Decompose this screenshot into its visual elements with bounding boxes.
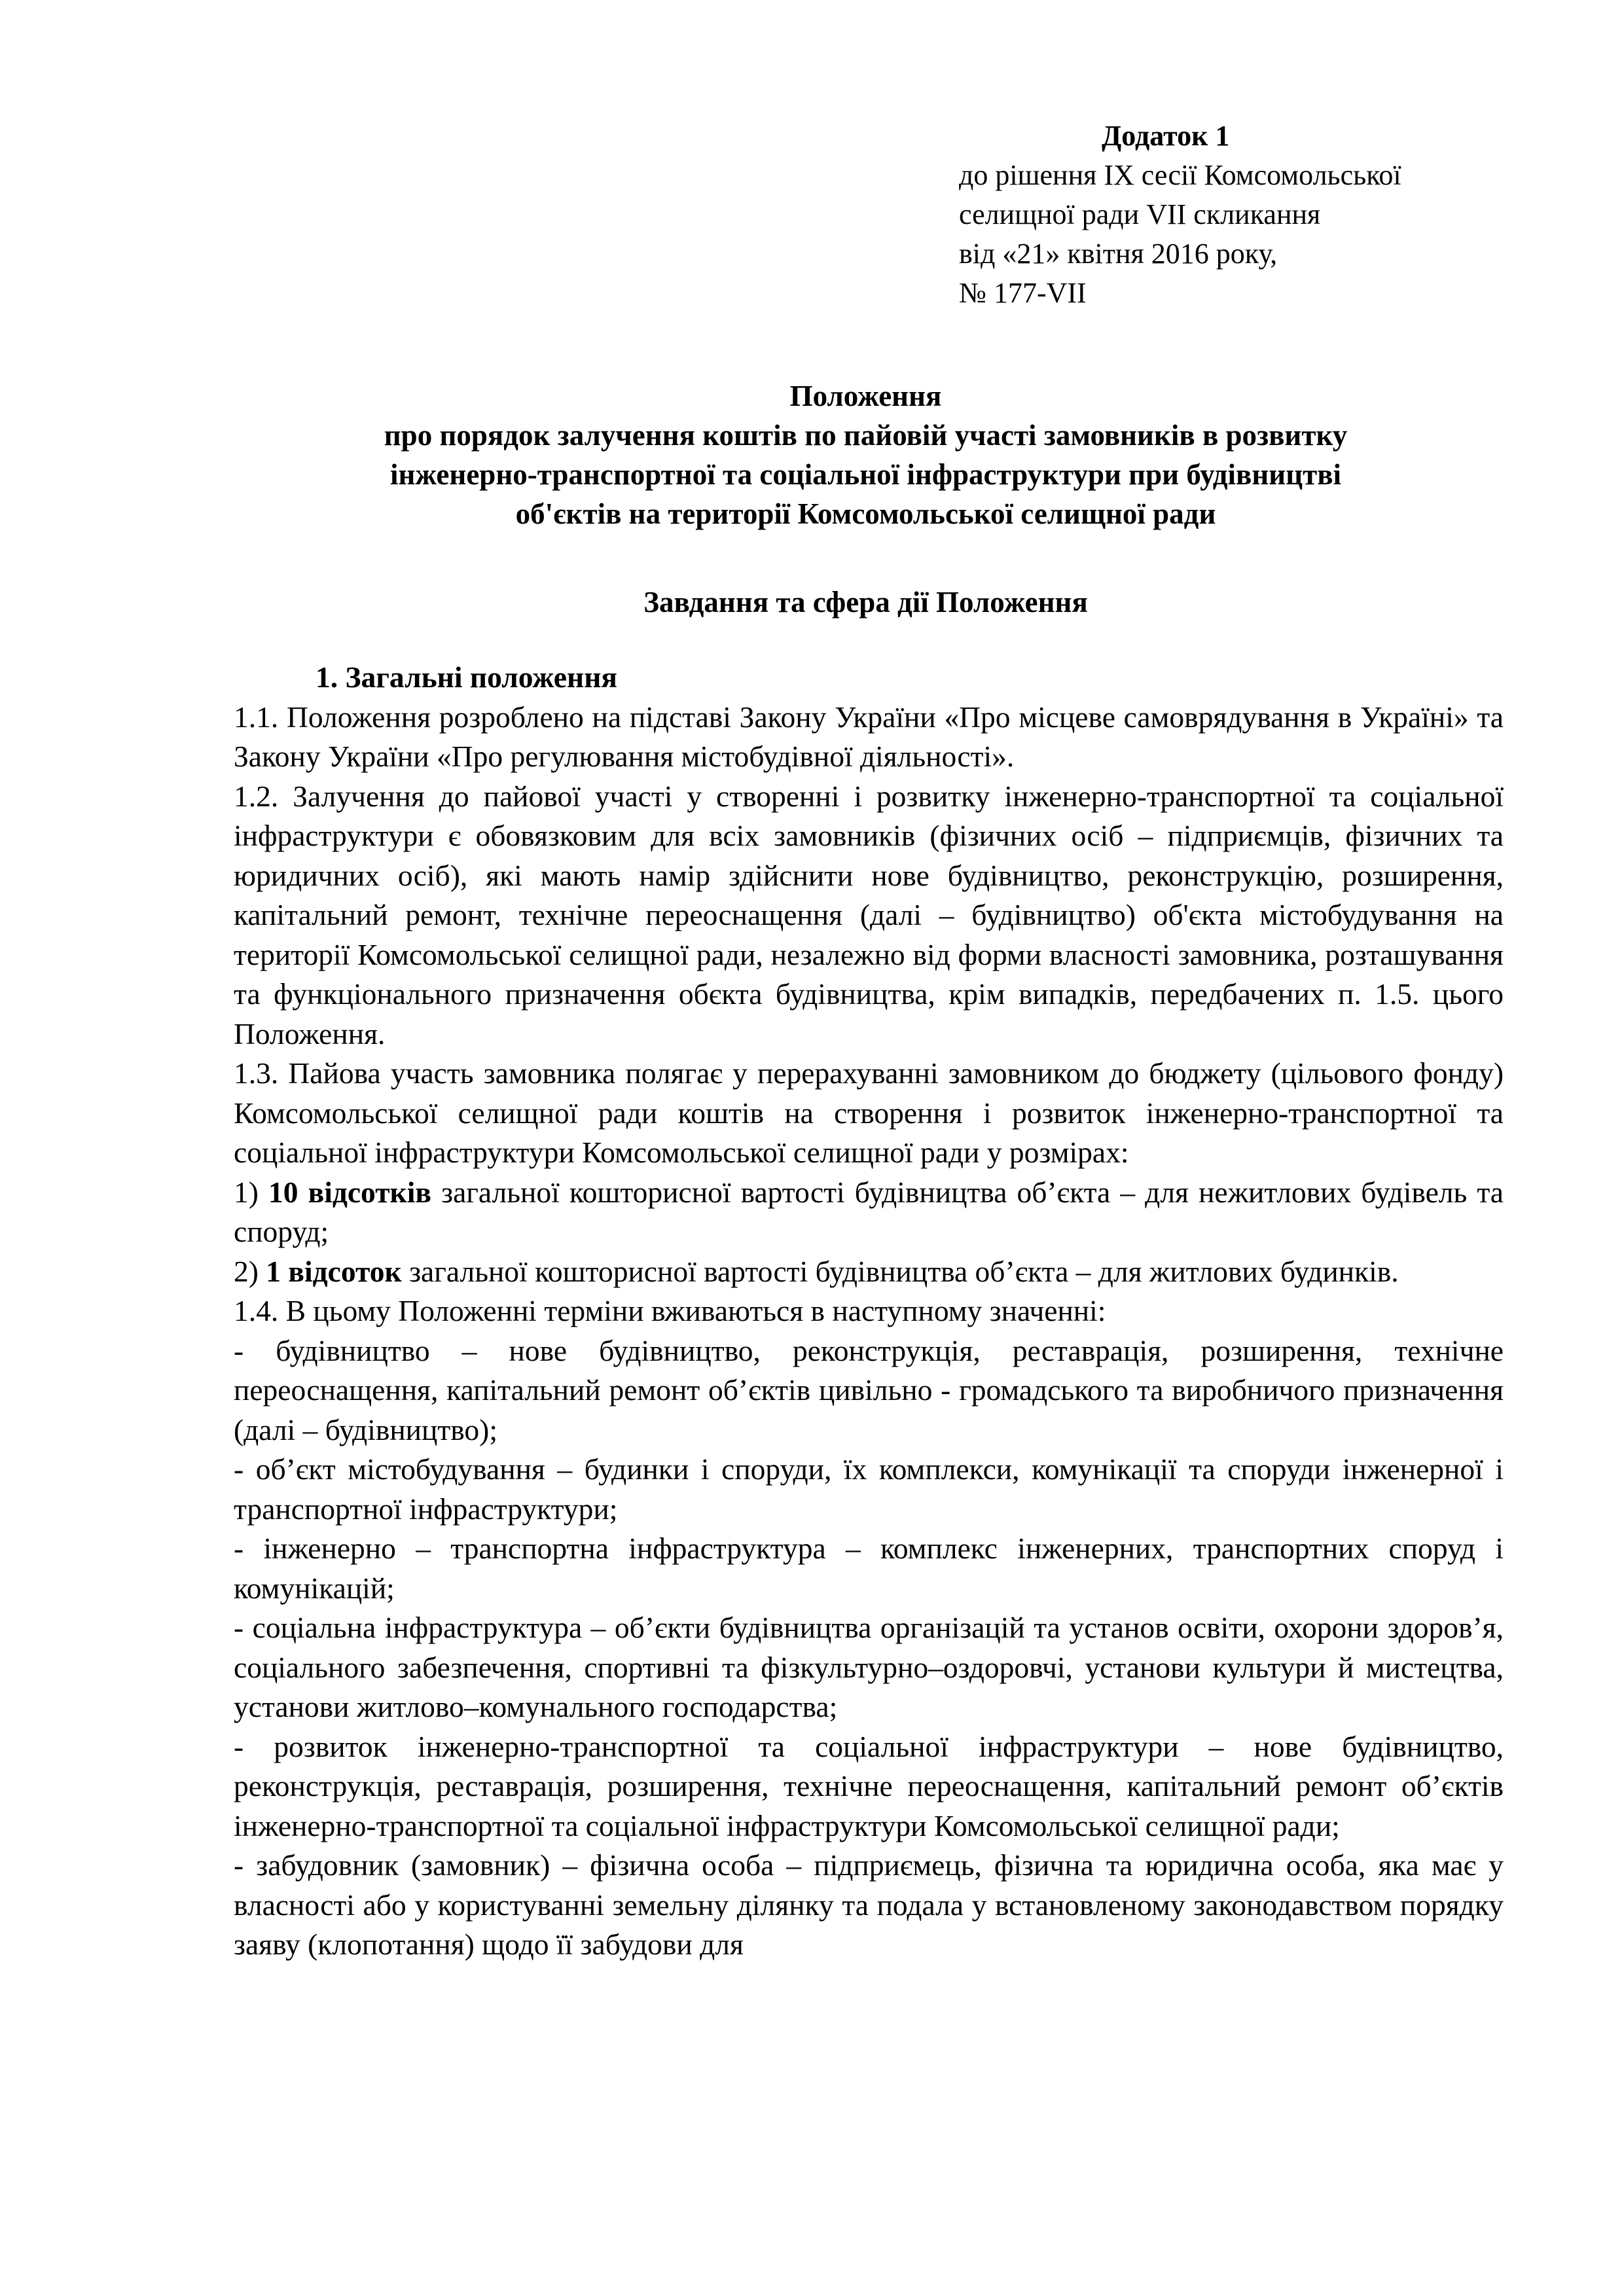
document-title [223,376,1509,533]
list-item-text: загальної кошторисної вартості будівництва об’єкта – для нежитлових будівель та споруд; [234,1175,1504,1248]
list-item-emphasis: 1 відсоток [266,1254,402,1288]
definition-item: - об’єкт містобудування – будинки і споруди, їх комплекси, комунікації та споруди інженерної і транспортної інфраструктури; [234,1452,1504,1526]
title-line: об'єктів на території Комсомольської селищної ради [515,497,1216,530]
list-item-2 [234,1252,1504,1292]
list-item-text: загальної кошторисної вартості будівництва об’єкта – для житлових будинків. [401,1254,1399,1288]
annex-line: № 177-VII [959,277,1087,309]
annex-line: від «21» квітня 2016 року, [959,238,1278,270]
list-item-prefix: 2) [234,1254,266,1288]
definition-item: - забудовник (замовник) – фізична особа – підприємець, фізична та юридична особа, яка має у власності або у користуванні земельну ділянку та подала у встановленому законодавством порядку заяву (клопотання) щодо її забудови для [234,1848,1504,1961]
paragraph-1-2: 1.2. Залучення до пайової участі у створенні і розвитку інженерно-транспортної та соціальної інфраструктури є обовязковим для всіх замовників (фізичних осіб – підприємців, фізичних та юридичних осіб), які мають намір здійснити нове будівництво, реконструкцію, розширення, капітальний ремонт, технічне переоснащення (далі – будівництво) об'єкта містобудування на території Комсомольської селищної ради, незалежно від форми власності замовника, розташування та функціонального призначення обєкта будівництва, крім випадків, передбачених п. 1.5. цього Положення. [234,779,1504,1050]
title-line: про порядок залучення коштів по пайовій участі замовників в розвитку [384,419,1348,452]
definition-item: - будівництво – нове будівництво, реконструкція, реставрація, розширення, технічне переоснащення, капітальний ремонт об’єктів цивільно - громадського та виробничого призначення (далі – будівництво); [234,1333,1504,1446]
definition-item: - соціальна інфраструктура – об’єкти будівництва організацій та установ освіти, охорони здоров’я, соціального забезпечення, спортивні та фізкультурно–оздоровчі, установи культури й мистецтва, установи житлово–комунального господарства; [234,1611,1504,1723]
annex-block [959,117,1587,313]
list-item-emphasis: 10 відсотків [268,1175,431,1209]
annex-line: селищної ради VII скликання [959,198,1321,230]
annex-line: до рішення ІХ сесії Комсомольської [959,159,1401,191]
paragraph-1-4: 1.4. В цьому Положенні терміни вживаються в наступному значенні: [234,1294,1106,1327]
annex-title: Додаток 1 [1102,120,1230,152]
paragraph-1-3: 1.3. Пайова участь замовника полягає у перерахуванні замовником до бюджету (цільового фонду) Комсомольської селищної ради коштів на створення і розвиток інженерно-транспортної та соціальної інфраструктури Комсомольської селищної ради у розмірах: [234,1056,1504,1169]
document-body [234,658,1504,1965]
section-title: Завдання та сфера дії Положення [643,586,1088,619]
title-line: інженерно-транспортної та соціальної інфраструктури при будівництві [389,458,1342,491]
chapter-heading: 1. Загальні положення [316,660,618,694]
title-line: Положення [789,380,942,412]
paragraph-1-1: 1.1. Положення розроблено на підставі Закону України «Про місцеве самоврядування в Україні» та Закону України «Про регулювання містобудівної діяльності». [234,700,1504,773]
list-item-1 [234,1173,1504,1252]
definition-item: - інженерно – транспортна інфраструктура – комплекс інженерних, транспортних споруд і комунікацій; [234,1532,1504,1605]
list-item-prefix: 1) [234,1175,269,1209]
definition-item: - розвиток інженерно-транспортної та соціальної інфраструктури – нове будівництво, реконструкція, реставрація, розширення, технічне переоснащення, капітальний ремонт об’єктів інженерно-транспортної та соціальної інфраструктури Комсомольської селищної ради; [234,1729,1504,1842]
